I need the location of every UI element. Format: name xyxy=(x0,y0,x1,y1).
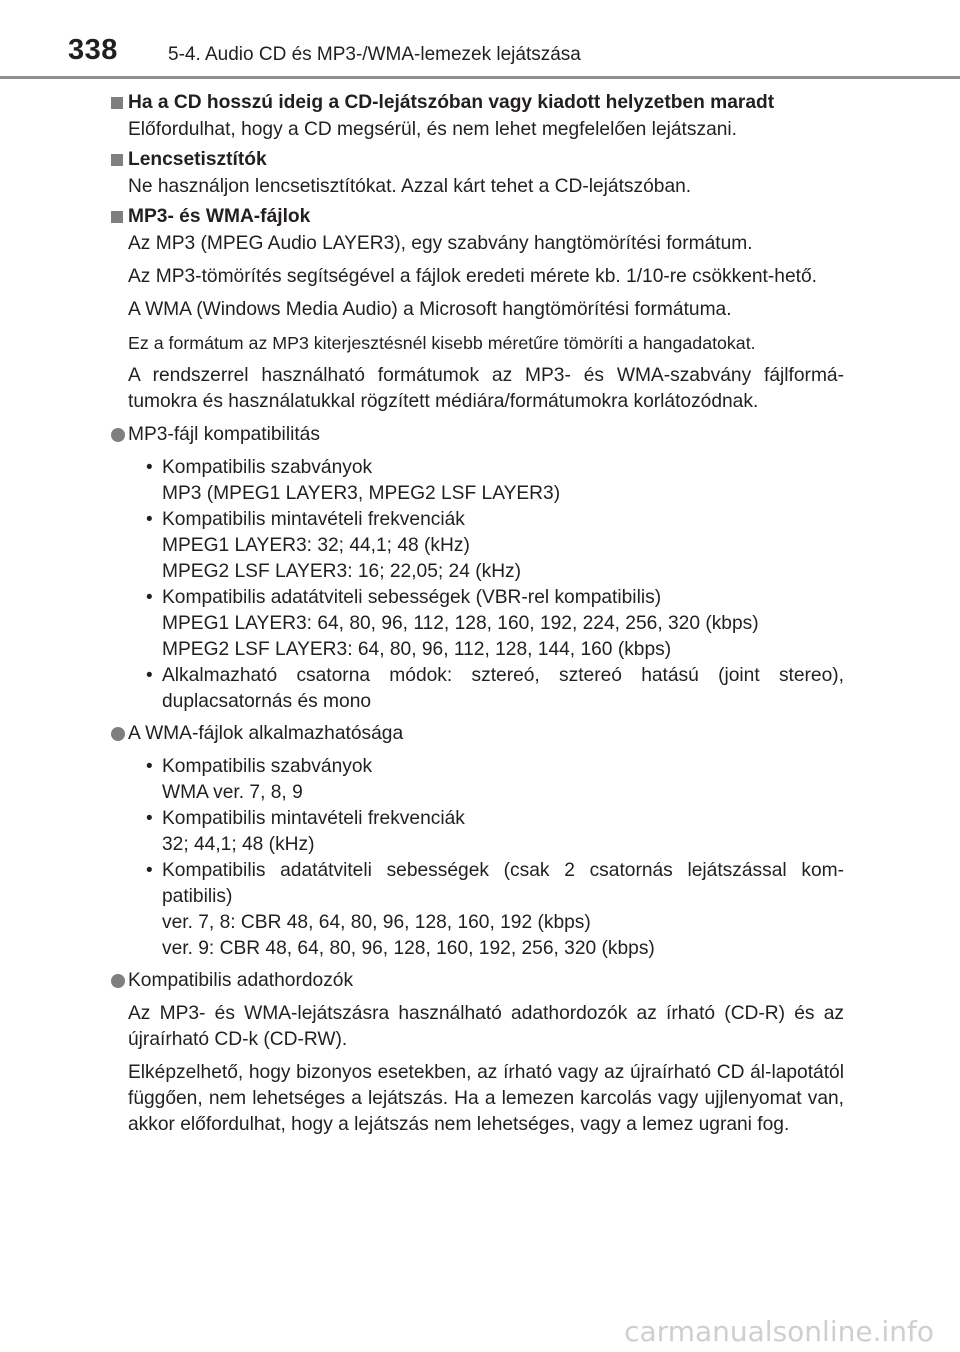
paragraph: A WMA (Windows Media Audio) a Microsoft hangtömörítési formátuma. xyxy=(128,299,732,320)
subheading-mp3-compatibility xyxy=(0,422,960,449)
list-item-label: Kompatibilis adatátviteli sebességek (csak 2 csatornás lejátszással kom-patibilis) xyxy=(162,860,844,907)
square-bullet-icon xyxy=(111,97,123,109)
paragraph: Előfordulhat, hogy a CD megsérül, és nem lehet megfelelően lejátszani. xyxy=(128,119,738,140)
bullet-dot-icon: • xyxy=(146,756,153,777)
paragraph: A rendszerrel használható formátumok az MP3- és WMA-szabvány fájlformá-tumokra és használatukkal rögzített médiára/formátumokra korlátozódnak. xyxy=(128,365,844,412)
bullet-dot-icon: • xyxy=(146,587,153,608)
list-item-value: MP3 (MPEG1 LAYER3, MPEG2 LSF LAYER3) xyxy=(162,483,561,504)
paragraph: Ne használjon lencsetisztítókat. Azzal kárt tehet a CD-lejátszóban. xyxy=(128,176,692,197)
subheading-text: MP3-fájl kompatibilitás xyxy=(128,424,320,445)
wma-spec-list xyxy=(0,754,960,962)
page-header xyxy=(0,0,960,80)
section-heading-cd-left-in-player xyxy=(0,90,960,117)
list-item-label: Kompatibilis szabványok xyxy=(162,457,373,478)
circle-bullet-icon xyxy=(111,974,125,988)
list-item-label: Kompatibilis adatátviteli sebességek (VBR-rel kompatibilis) xyxy=(162,587,662,608)
bullet-dot-icon: • xyxy=(146,665,153,686)
section-title: Ha a CD hosszú ideig a CD-lejátszóban vagy kiadott helyzetben maradt xyxy=(128,92,775,113)
list-item-value: 32; 44,1; 48 (kHz) xyxy=(162,834,315,855)
list-item-label: Kompatibilis szabványok xyxy=(162,756,373,777)
paragraph: Az MP3 (MPEG Audio LAYER3), egy szabvány hangtömörítési formátum. xyxy=(128,233,753,254)
subheading-text: A WMA-fájlok alkalmazhatósága xyxy=(128,723,404,744)
watermark: carmanualsonline.info xyxy=(624,1315,934,1348)
list-item xyxy=(0,585,844,663)
list-item-label: Alkalmazható csatorna módok: sztereó, sztereó hatású (joint stereo), duplacsatornás és mono xyxy=(162,665,844,712)
subheading-compatible-media xyxy=(0,968,960,995)
subheading-wma-applicability xyxy=(0,721,960,748)
list-item-value: MPEG2 LSF LAYER3: 16; 22,05; 24 (kHz) xyxy=(162,561,522,582)
list-item-label: Kompatibilis mintavételi frekvenciák xyxy=(162,509,465,530)
list-item-label: Kompatibilis mintavételi frekvenciák xyxy=(162,808,465,829)
list-item xyxy=(0,754,844,806)
list-item-value: MPEG2 LSF LAYER3: 64, 80, 96, 112, 128, 144, 160 (kbps) xyxy=(162,639,672,660)
circle-bullet-icon xyxy=(111,727,125,741)
section-heading-mp3-wma-files xyxy=(0,204,960,231)
subheading-text: Kompatibilis adathordozók xyxy=(128,970,354,991)
list-item-value: WMA ver. 7, 8, 9 xyxy=(162,782,303,803)
paragraph: Ez a formátum az MP3 kiterjesztésnél kisebb méretűre tömöríti a hangadatokat. xyxy=(128,333,756,353)
chapter-title: 5-4. Audio CD és MP3-/WMA-lemezek lejátszása xyxy=(168,44,581,65)
paragraph: Az MP3-tömörítés segítségével a fájlok eredeti mérete kb. 1/10-re csökkent-hető. xyxy=(128,266,817,287)
circle-bullet-icon xyxy=(111,428,125,442)
list-item-value: MPEG1 LAYER3: 32; 44,1; 48 (kHz) xyxy=(162,535,470,556)
square-bullet-icon xyxy=(111,211,123,223)
square-bullet-icon xyxy=(111,154,123,166)
header-divider xyxy=(0,76,960,79)
mp3-spec-list xyxy=(0,455,960,715)
list-item-value: ver. 7, 8: CBR 48, 64, 80, 96, 128, 160, 192 (kbps) xyxy=(162,912,591,933)
section-title: MP3- és WMA-fájlok xyxy=(128,206,311,227)
bullet-dot-icon: • xyxy=(146,509,153,530)
bullet-dot-icon: • xyxy=(146,457,153,478)
list-item-value: MPEG1 LAYER3: 64, 80, 96, 112, 128, 160, 192, 224, 256, 320 (kbps) xyxy=(162,613,759,634)
page-content xyxy=(0,90,960,1145)
list-item xyxy=(0,663,844,715)
bullet-dot-icon: • xyxy=(146,860,153,881)
paragraph: Az MP3- és WMA-lejátszásra használható adathordozók az írható (CD-R) és az újraírható CD-k (CD-RW). xyxy=(128,1003,844,1050)
list-item xyxy=(0,455,844,507)
bullet-dot-icon: • xyxy=(146,808,153,829)
page-number: 338 xyxy=(68,34,118,66)
section-heading-lens-cleaners xyxy=(0,147,960,174)
list-item xyxy=(0,507,844,585)
list-item-value: ver. 9: CBR 48, 64, 80, 96, 128, 160, 192, 256, 320 (kbps) xyxy=(162,938,655,959)
list-item xyxy=(0,858,844,962)
list-item xyxy=(0,806,844,858)
section-title: Lencsetisztítók xyxy=(128,149,267,170)
paragraph: Elképzelhető, hogy bizonyos esetekben, az írható vagy az újraírható CD ál-lapotától függően, nem lehetséges a lejátszás. Ha a lemezen karcolás vagy ujjlenyomat van, akkor előfordulhat, hogy a lejátszás nem lehetséges, vagy a lemez ugrani fog. xyxy=(128,1062,844,1135)
